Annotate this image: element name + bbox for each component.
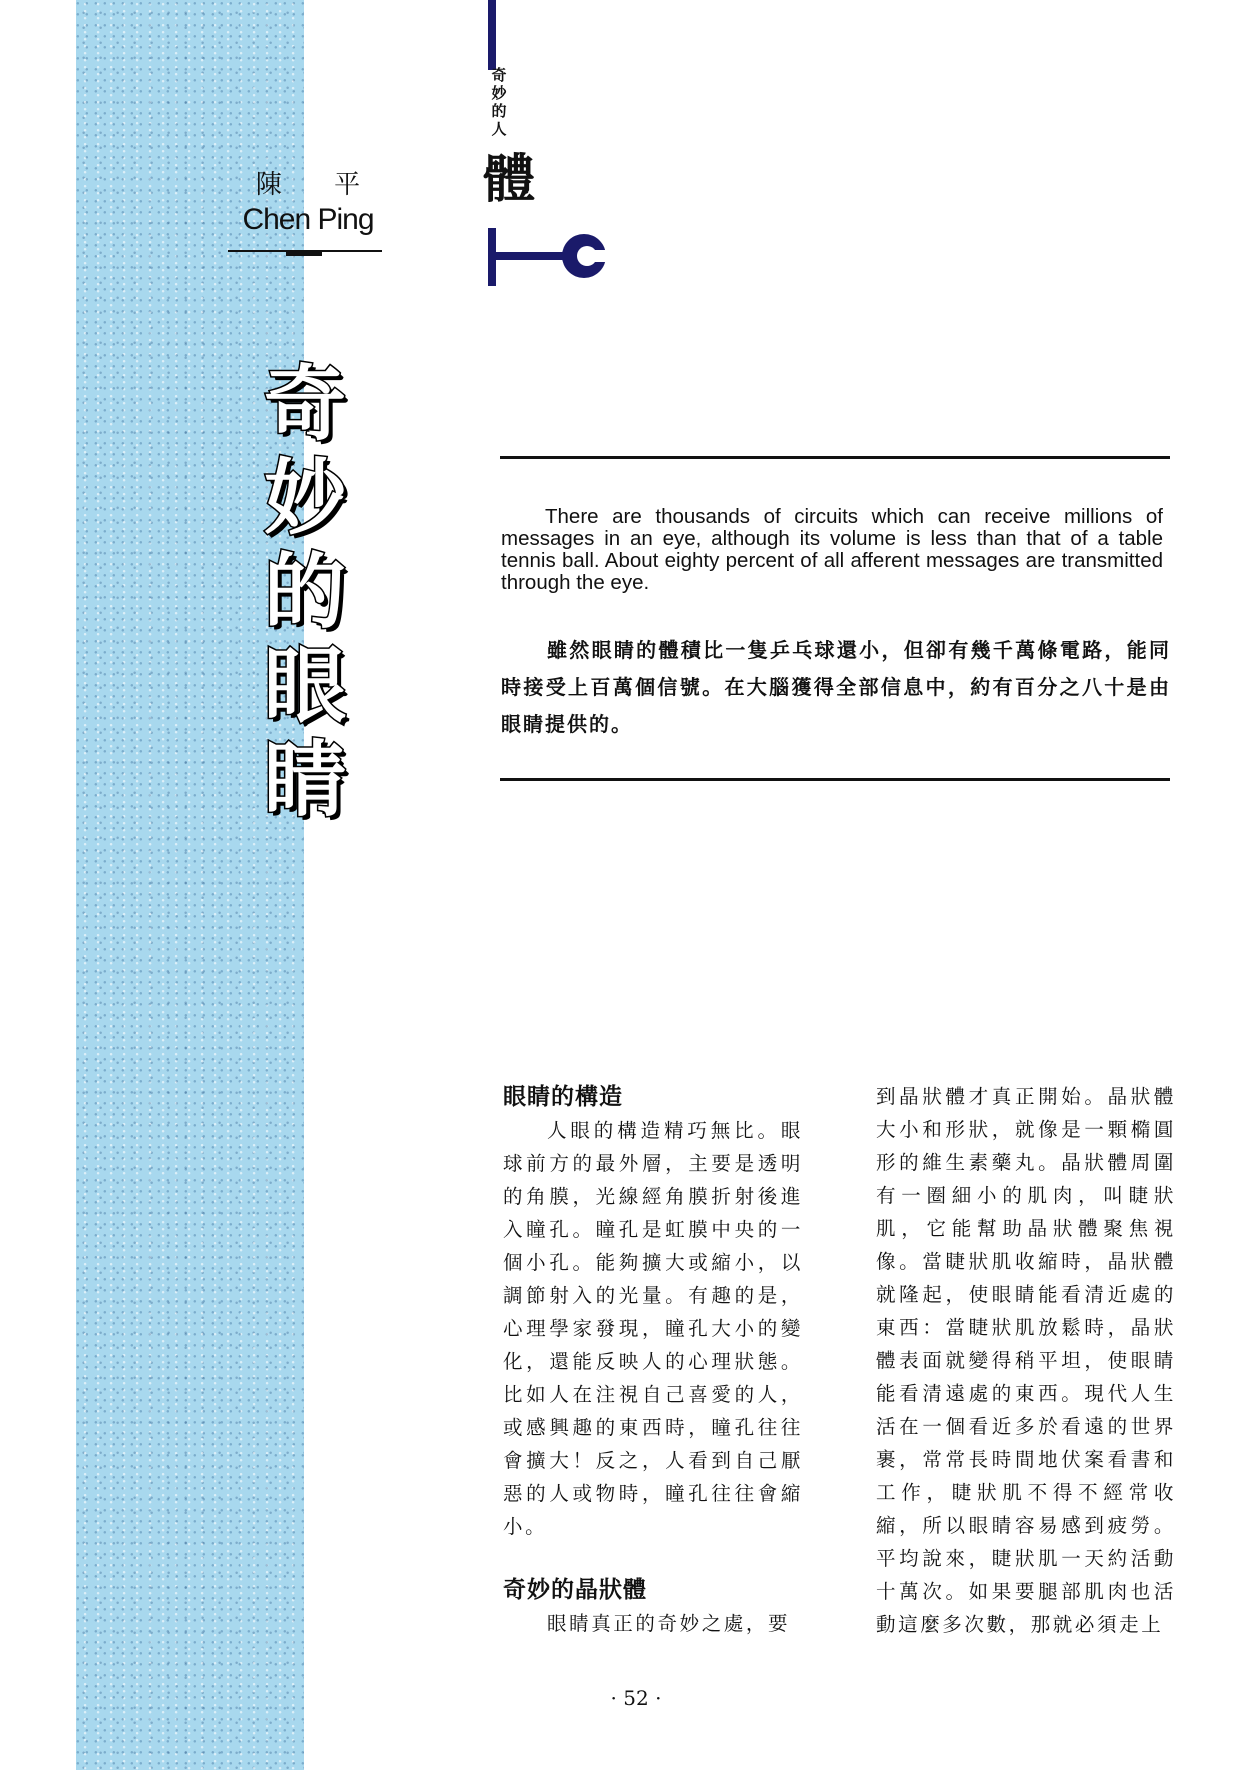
series-char: 妙 bbox=[491, 84, 507, 102]
bottom-rule bbox=[500, 778, 1170, 781]
author-name-en: Chen Ping bbox=[242, 203, 374, 236]
series-char: 人 bbox=[491, 120, 507, 138]
section-heading: 奇妙的晶狀體 bbox=[503, 1577, 647, 1603]
series-label bbox=[484, 66, 514, 138]
series-bar-top bbox=[488, 0, 496, 70]
section-paragraph: 到晶狀體才真正開始。晶狀體大小和形狀，就像是一顆橢圓形的維生素藥丸。晶狀體周圍有一圈細小的肌肉，叫睫狀肌，它能幫助晶狀體聚焦視像。當睫狀肌收縮時，晶狀體就隆起，使眼睛能看清近處的東西：當睫狀肌放鬆時，晶狀體表面就變得稍平坦，使眼睛能看清遠處的東西。現代人生活在一個看近多於看遠的世界裹，常常長時間地伏案看書和工作，睫狀肌不得不經常收縮，所以眼睛容易感到疲勞。平均說來，睫狀肌一天約活動十萬次。如果要腿部肌肉也活動這麼多次數，那就必須走上 bbox=[876, 1085, 1176, 1636]
author-rule-tick bbox=[286, 250, 322, 256]
section-heading: 眼睛的構造 bbox=[503, 1084, 623, 1110]
author-block bbox=[228, 168, 388, 238]
title-char: 妙 bbox=[263, 451, 346, 546]
abstract-english: There are thousands of circuits which can receive millions of messages in an eye, although its volume is less than that of a table tennis ball. About eighty percent of all afferent messages are transmitted through the eye. bbox=[501, 505, 1163, 594]
page-number: · 52 · bbox=[610, 1686, 662, 1710]
body-column-left bbox=[503, 1080, 803, 1640]
title-char: 奇 bbox=[263, 357, 346, 452]
title-char: 眼 bbox=[263, 639, 346, 734]
hc-logo bbox=[488, 228, 628, 286]
body-column-right bbox=[876, 1080, 1176, 1641]
series-big-char: 體 bbox=[483, 150, 536, 210]
article-title bbox=[258, 358, 352, 828]
series-char: 的 bbox=[491, 102, 507, 120]
abstract-chinese: 雖然眼睛的體積比一隻乒乓球還小，但卻有幾千萬條電路，能同時接受上百萬個信號。在大腦獲得全部信息中，約有百分之八十是由眼睛提供的。 bbox=[501, 638, 1171, 736]
author-name-zh: 陳 平 bbox=[255, 170, 383, 200]
title-char: 的 bbox=[263, 545, 346, 640]
section-paragraph: 眼睛真正的奇妙之處，要 bbox=[547, 1612, 791, 1635]
section-paragraph: 人眼的構造精巧無比。眼球前方的最外層，主要是透明的角膜，光線經角膜折射後進入瞳孔。瞳孔是虹膜中央的一個小孔。能夠擴大或縮小，以調節射入的光量。有趣的是，心理學家發現，瞳孔大小的變化，還能反映人的心理狀態。比如人在注視自己喜愛的人，或感興趣的東西時，瞳孔往往會擴大！反之，人看到自己厭惡的人或物時，瞳孔往往會縮小。 bbox=[503, 1119, 803, 1538]
top-rule bbox=[500, 456, 1170, 459]
title-char: 睛 bbox=[263, 733, 346, 828]
series-char: 奇 bbox=[491, 66, 507, 84]
decorative-sidebar bbox=[76, 0, 304, 1770]
